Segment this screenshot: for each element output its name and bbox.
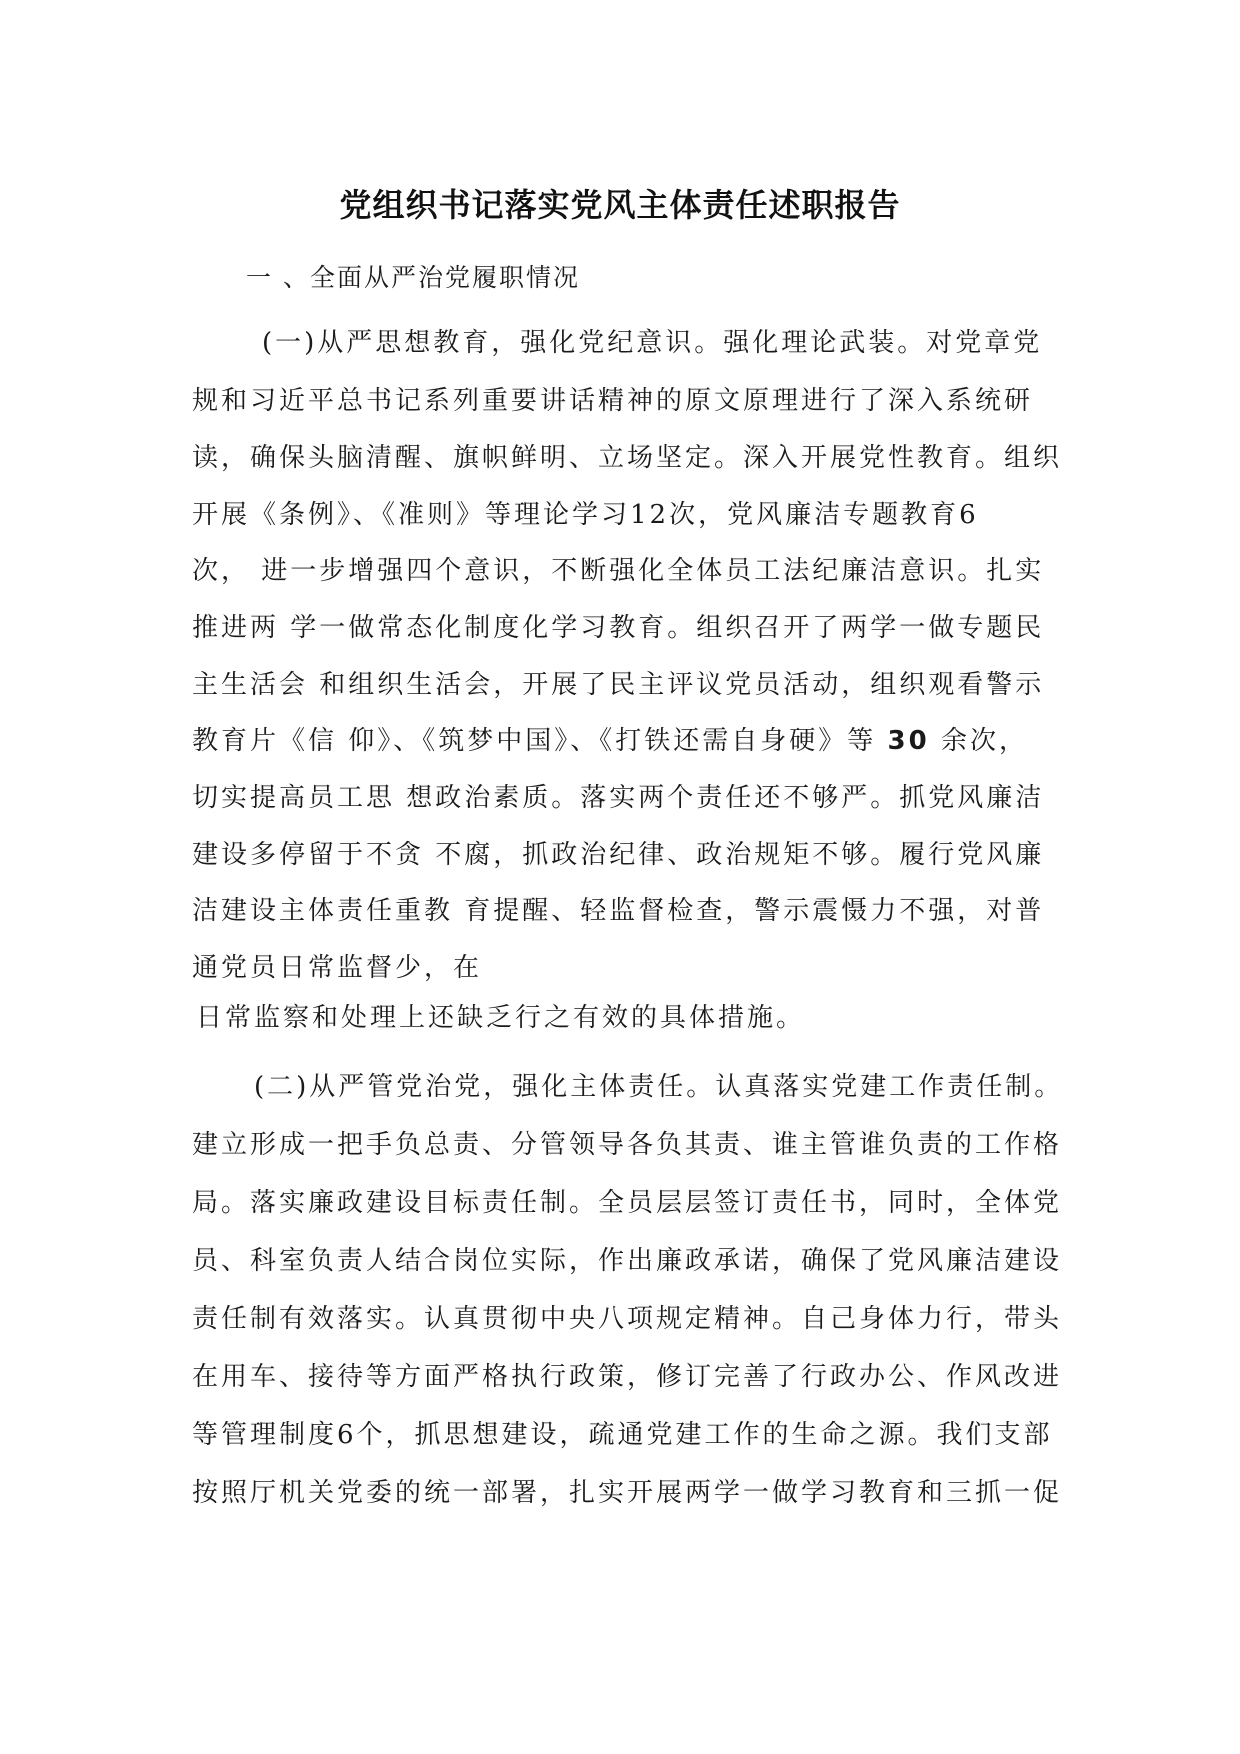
paragraph-2-line: 责任制有效落实。认真贯彻中央八项规定精神。自己身体力行，带头 [192,1304,1063,1334]
paragraph-2-line: 局。落实廉政建设目标责任制。全员层层签订责任书，同时，全体党 [192,1188,1063,1218]
paragraph-2-line: 在用车、接待等方面严格执行政策，修订完善了行政办公、作风改进 [192,1362,1063,1392]
paragraph-1-line: 洁建设主体责任重教 育提醒、轻监督检查，警示震慑力不强，对普 [192,896,1045,926]
document-title: 党组织书记落实党风主体责任述职报告 [339,186,901,224]
paragraph-2-line: 按照厅机关党委的统一部署，扎实开展两学一做学习教育和三抓一促 [192,1478,1063,1508]
paragraph-1-line: 主生活会 和组织生活会，开展了民主评议党员活动，组织观看警示 [192,670,1045,700]
paragraph-1-line: 日常监察和处理上还缺乏行之有效的具体措施。 [196,1003,806,1033]
paragraph-1-line: 建设多停留于不贪 不腐，抓政治纪律、政治规矩不够。履行党风廉 [192,840,1045,870]
count-number: 30 [887,726,930,756]
paragraph-2-line: 等管理制度6个，抓思想建设，疏通党建工作的生命之源。我们支部 [192,1420,1053,1450]
paragraph-1-line [192,720,1028,757]
paragraph-2-line: 员、科室负责人结合岗位实际，作出廉政承诺，确保了党风廉洁建设 [192,1246,1063,1276]
paragraph-1-line-text: 余次， [929,726,1028,756]
paragraph-1-line: 开展《条例》、《准则》等理论学习12次，党风廉洁专题教育6 [192,500,979,530]
paragraph-1-line: 通党员日常监督少，在 [192,953,483,983]
paragraph-1-line: 推进两 学一做常态化制度化学习教育。组织召开了两学一做专题民 [192,613,1045,643]
paragraph-1-line: (一)从严思想教育，强化党纪意识。强化理论武装。对党章党 [262,328,1043,358]
paragraph-2-line: 建立形成一把手负总责、分管领导各负其责、谁主管谁负责的工作格 [192,1130,1063,1160]
paragraph-1-line-text: 教育片《信 仰》、《筑梦中国》、《打铁还需自身硬》等 [192,726,888,756]
paragraph-1-line: 切实提高员工思 想政治素质。落实两个责任还不够严。抓党风廉洁 [192,783,1045,813]
section-heading: 一 、全面从严治党履职情况 [246,263,580,292]
paragraph-2-line: (二)从严管党治党，强化主体责任。认真落实党建工作责任制。 [254,1072,1064,1102]
paragraph-1-line: 次， 进一步增强四个意识，不断强化全体员工法纪廉洁意识。扎实 [192,556,1045,586]
paragraph-1-line: 读，确保头脑清醒、旗帜鲜明、立场坚定。深入开展党性教育。组织 [192,443,1063,473]
paragraph-1-line: 规和习近平总书记系列重要讲话精神的原文原理进行了深入系统研 [192,386,1034,416]
